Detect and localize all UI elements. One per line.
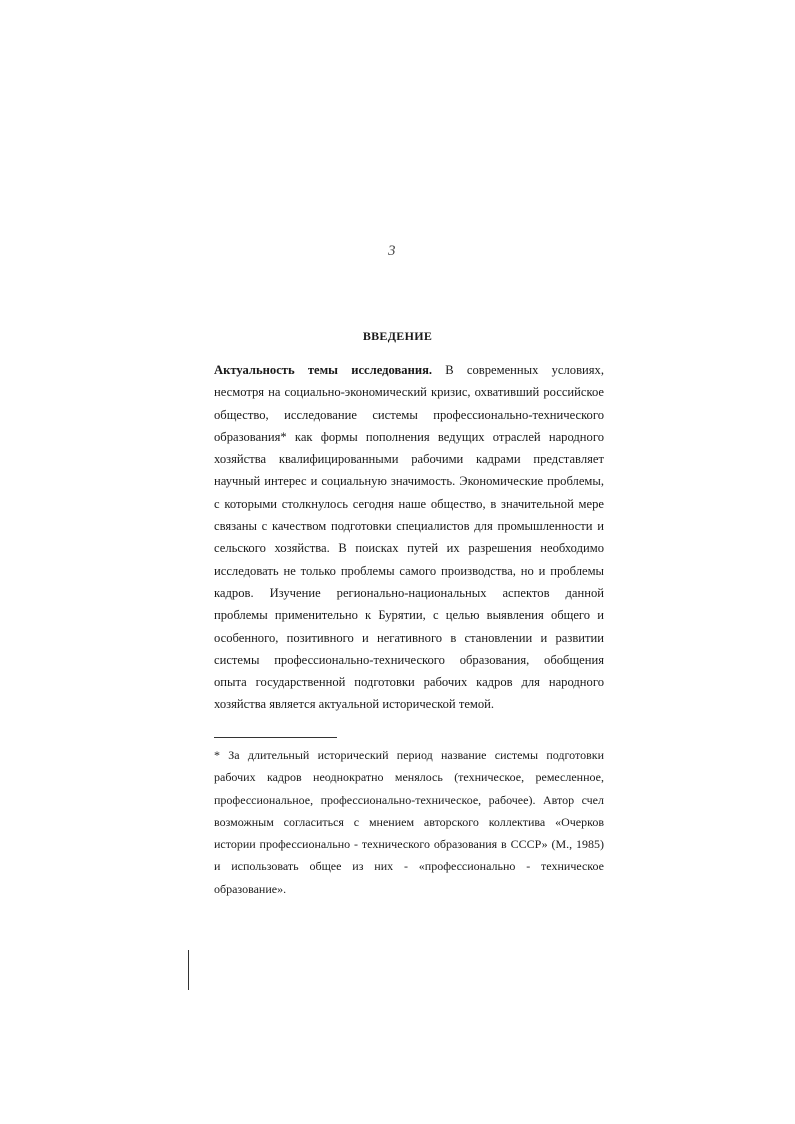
body-paragraph xyxy=(214,359,604,716)
intro-bold-phrase: Актуальность темы исследования. xyxy=(214,363,433,377)
margin-line xyxy=(188,950,189,990)
section-heading: ВВЕДЕНИЕ xyxy=(362,329,433,343)
footnote-separator xyxy=(214,737,337,738)
intro-text: В современных условиях, несмотря на социально-экономический кризис, охвативший российское общество, исследование системы профессионально-технического образования* как формы пополнения ведущих отраслей народного хозяйства квалифицированными рабочими кадрами представляет научный интерес и социальную значимость. Экономические проблемы, с которыми столкнулось сегодня наше общество, в значительной мере связаны с качеством подготовки специалистов для промышленности и сельского хозяйства. В поисках путей их разрешения необходимо исследовать не только проблемы самого производства, но и проблемы кадров. Изучение регионально-национальных аспектов данной проблемы применительно к Бурятии, с целью выявления общего и особенного, позитивного и негативного в становлении и развитии системы профессионально-технического образования, обобщения опыта государственной подготовки рабочих кадров для народного хозяйства является актуальной исторической темой. xyxy=(214,363,604,712)
footnote: * За длительный исторический период название системы подготовки рабочих кадров неоднократно менялось (техническое, ремесленное, профессиональное, профессионально-техническое, рабочее). Автор счел возможным согласиться с мнением авторского коллектива «Очерков истории профессионально - технического образования в СССР» (М., 1985) и использовать общее из них - «профессионально - техническое образование». xyxy=(214,748,604,896)
page-number: 3 xyxy=(388,243,396,259)
